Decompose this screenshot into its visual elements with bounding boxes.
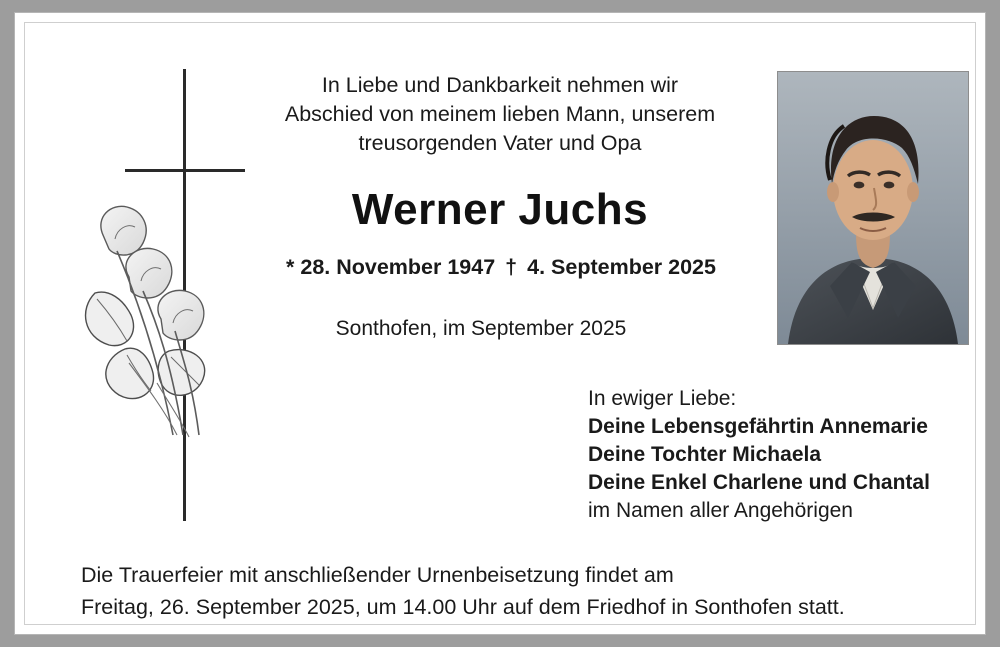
intro-line-1: In Liebe und Dankbarkeit nehmen wir bbox=[321, 73, 679, 97]
obituary-inner-border bbox=[24, 22, 976, 625]
family-closing: im Namen aller Angehörigen bbox=[588, 499, 853, 522]
life-dates bbox=[221, 255, 781, 280]
service-info bbox=[81, 559, 981, 623]
intro-line-2: Abschied von meinem lieben Mann, unserem bbox=[284, 102, 716, 126]
dagger-icon: † bbox=[505, 255, 518, 279]
obituary-card bbox=[14, 12, 986, 635]
intro-line-3: treusorgenden Vater und Opa bbox=[358, 131, 642, 155]
place-and-date: Sonthofen, im September 2025 bbox=[335, 317, 627, 340]
cross-crossbar-icon bbox=[125, 169, 245, 172]
service-line-2: Freitag, 26. September 2025, um 14.00 Uhr auf dem Friedhof in Sonthofen statt. bbox=[81, 595, 845, 619]
service-line-1: Die Trauerfeier mit anschließender Urnenbeisetzung findet am bbox=[81, 563, 674, 587]
calla-lily-icon bbox=[65, 173, 255, 453]
intro-text bbox=[235, 71, 765, 158]
death-date: 4. September 2025 bbox=[527, 255, 716, 279]
family-block bbox=[588, 385, 988, 525]
family-heading: In ewiger Liebe: bbox=[588, 387, 737, 410]
portrait-photo bbox=[777, 71, 969, 345]
family-line-3: Deine Enkel Charlene und Chantal bbox=[588, 471, 930, 494]
deceased-name: Werner Juchs bbox=[351, 185, 649, 234]
family-line-2: Deine Tochter Michaela bbox=[588, 443, 822, 466]
birth-date: * 28. November 1947 bbox=[286, 255, 496, 279]
family-line-1: Deine Lebensgefährtin Annemarie bbox=[588, 415, 928, 438]
